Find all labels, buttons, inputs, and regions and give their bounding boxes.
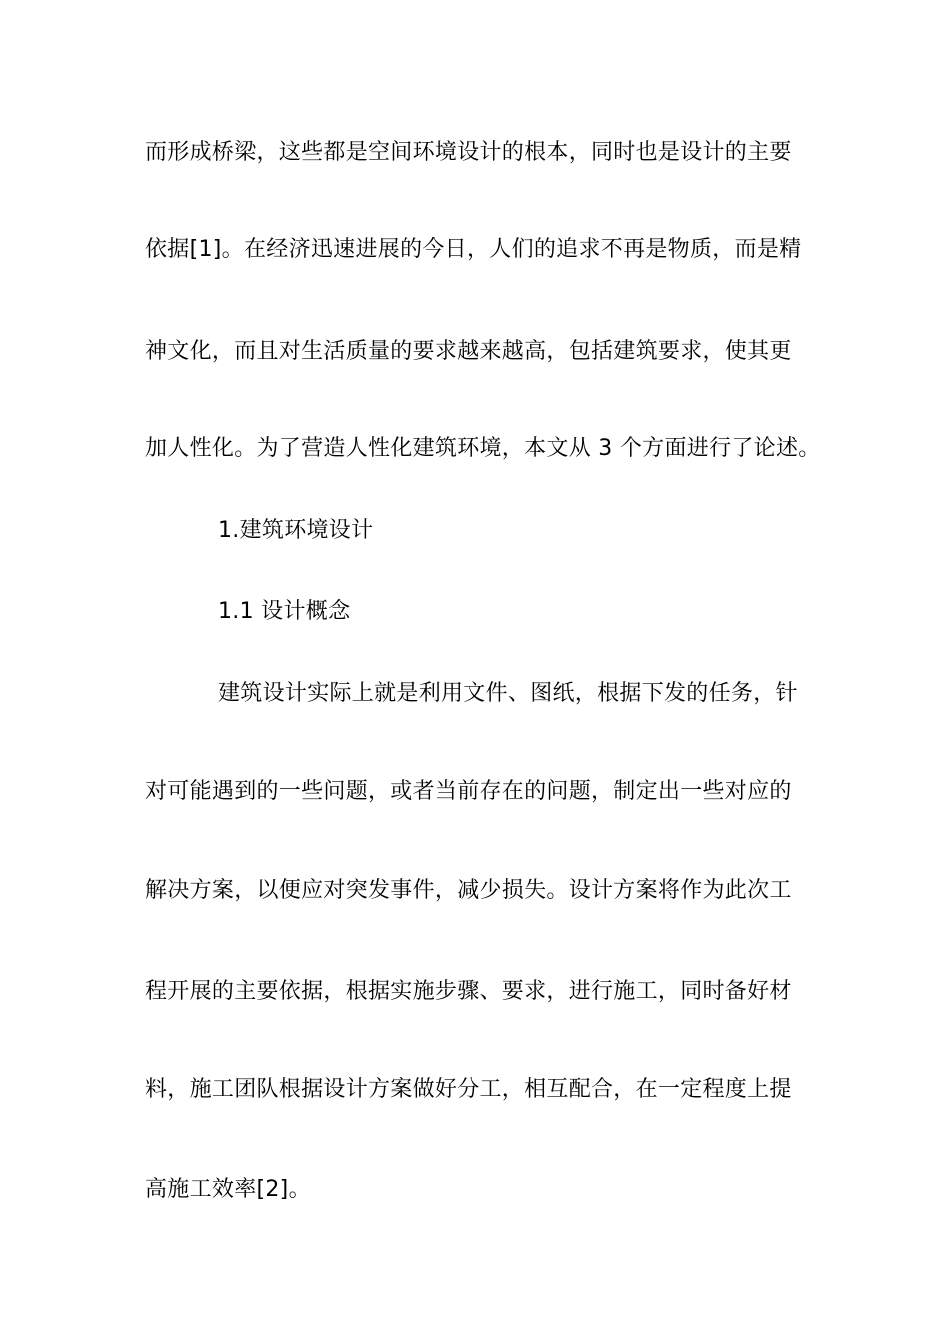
paragraph-line: 建筑设计实际上就是利用文件、图纸，根据下发的任务，针 — [218, 681, 798, 706]
paragraph-line: 程开展的主要依据，根据实施步骤、要求，进行施工，同时备好材 — [145, 979, 792, 1004]
paragraph-line: 高施工效率[2]。 — [145, 1177, 311, 1202]
paragraph-line: 对可能遇到的一些问题，或者当前存在的问题，制定出一些对应的 — [145, 779, 792, 804]
paragraph-line: 加人性化。为了营造人性化建筑环境，本文从 3 个方面进行了论述。 — [145, 436, 821, 461]
section-heading: 1.建筑环境设计 — [218, 518, 374, 543]
paragraph-line: 解决方案，以便应对突发事件，减少损失。设计方案将作为此次工 — [145, 878, 792, 903]
subsection-heading: 1.1 设计概念 — [218, 599, 351, 624]
paragraph-line: 料，施工团队根据设计方案做好分工，相互配合，在一定程度上提 — [145, 1077, 792, 1102]
paragraph-line: 神文化，而且对生活质量的要求越来越高，包括建筑要求，使其更 — [145, 339, 792, 364]
paragraph-line: 依据[1]。在经济迅速进展的今日，人们的追求不再是物质，而是精 — [145, 237, 802, 262]
paragraph-line: 而形成桥梁，这些都是空间环境设计的根本，同时也是设计的主要 — [145, 140, 792, 165]
